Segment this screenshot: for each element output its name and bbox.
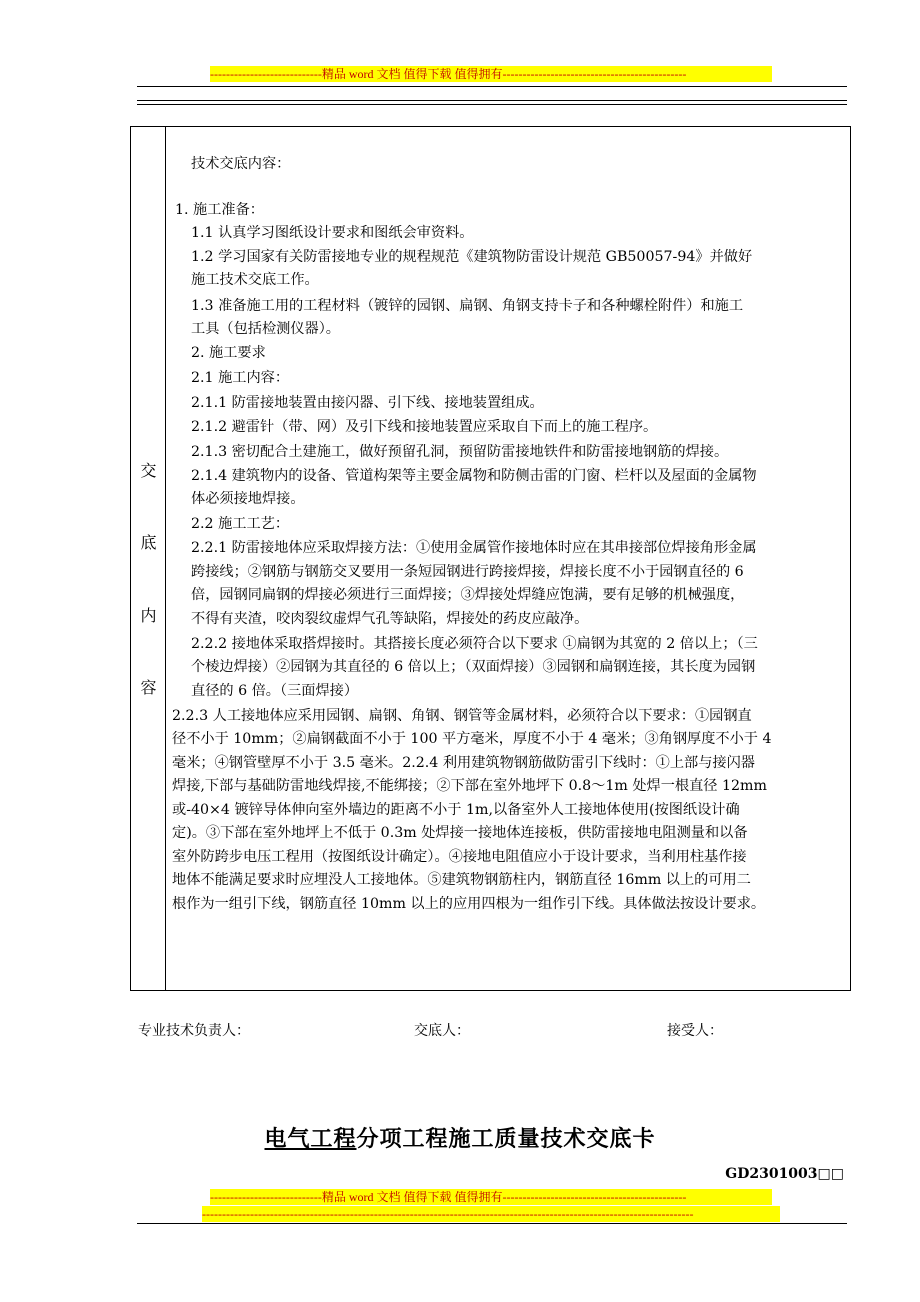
content-line: 2.2.2 接地体采取搭焊接时。其搭接长度必须符合以下要求 ①扁钢为其宽的 2 倍以上；（三: [191, 636, 758, 652]
content-line: 根作为一组引下线，钢筋直径 10mm 以上的应用四根为一组作引下线。具体做法按设计要求。: [172, 896, 766, 912]
content-line: 1.1 认真学习图纸设计要求和图纸会审资料。: [191, 225, 474, 241]
presenter-signature-label: 交底人：: [414, 1023, 470, 1039]
tech-lead-signature-label: 专业技术负责人：: [138, 1023, 250, 1039]
title-underlined-part: 电气工程: [264, 1127, 357, 1152]
content-line: 2.1 施工内容：: [191, 370, 290, 386]
content-line: 跨接线；②钢筋与钢筋交叉要用一条短园钢进行跨接焊接，焊接长度不小于园钢直径的 6: [191, 564, 744, 580]
footer-rule: [137, 1223, 847, 1224]
label-char: 内: [140, 606, 157, 625]
disclosure-table: [130, 126, 851, 991]
content-line: 直径的 6 倍。（三面焊接）: [191, 683, 359, 699]
content-line: 2.2.3 人工接地体应采用园钢、扁钢、角钢、钢管等金属材料，必须符合以下要求：①园钢直: [172, 708, 752, 724]
content-line: 焊接,下部与基础防雷地线焊接,不能绑接；②下部在室外地坪下 0.8～1m 处焊一根直径 12mm: [172, 778, 767, 794]
footer-banner: ----------------------------精品 word 文档 值得下载 值得拥有----------------------------------------------: [210, 1189, 772, 1205]
label-column: [131, 127, 166, 990]
content-line: 1.3 准备施工用的工程材料（镀锌的园钢、扁钢、角钢支持卡子和各种螺栓附件）和施工: [191, 298, 744, 314]
content-line: 毫米；④钢管壁厚不小于 3.5 毫米。2.2.4 利用建筑物钢筋做防雷引下线时：①上部与接闪器: [172, 755, 755, 771]
label-char: 交: [140, 461, 157, 480]
content-line: 径不小于 10mm；②扁钢截面不小于 100 平方毫米，厚度不小于 4 毫米；③角钢厚度不小于 4: [172, 731, 772, 747]
content-line: 室外防跨步电压工程用（按图纸设计确定）。④接地电阻值应小于设计要求，当利用柱基作接: [172, 849, 747, 865]
next-page-title: [0, 1122, 920, 1153]
title-rest: 分项工程施工质量技术交底卡: [356, 1127, 656, 1152]
content-line: 2.1.2 避雷针（带、网）及引下线和接地装置应采取自下而上的施工程序。: [191, 419, 658, 435]
header-double-rule-top: [137, 100, 847, 101]
content-line: 2.1.4 建筑物内的设备、管道构架等主要金属物和防侧击雷的门窗、栏杆以及屋面的金属物: [191, 468, 757, 484]
header-banner: ----------------------------精品 word 文档 值得下载 值得拥有----------------------------------------------: [210, 66, 772, 82]
content-line: 或-40×4 镀锌导体伸向室外墙边的距离不小于 1m,以备室外人工接地体使用(按图纸设计确: [172, 802, 740, 818]
receiver-signature-label: 接受人：: [667, 1023, 723, 1039]
content-line: 2. 施工要求: [191, 345, 266, 361]
content-line: 倍，园钢同扁钢的焊接必须进行三面焊接；③焊接处焊缝应饱满，要有足够的机械强度，: [191, 587, 745, 603]
content-line: 2.2 施工工艺：: [191, 516, 290, 532]
content-line: 定)。③下部在室外地坪上不低于 0.3m 处焊接一接地体连接板，供防雷接地电阻测量和以备: [172, 825, 748, 841]
content-line: 体必须接地焊接。: [191, 491, 305, 507]
content-heading: 技术交底内容：: [191, 156, 291, 172]
label-char: 底: [140, 533, 157, 552]
disclosure-content: [167, 127, 851, 990]
header-rule: [137, 86, 847, 87]
footer-dash-line: ---------------------------------------------------------------------------------------------------------------------------: [202, 1206, 780, 1222]
header-double-rule-bottom: [137, 104, 847, 105]
content-line: 施工技术交底工作。: [191, 272, 319, 288]
content-line: 个棱边焊接）②园钢为其直径的 6 倍以上；（双面焊接）③园钢和扁钢连接，其长度为园钢: [191, 659, 756, 675]
content-line: 工具（包括检测仪器）。: [191, 321, 340, 337]
content-line: 地体不能满足要求时应埋没人工接地体。⑤建筑物钢筋柱内，钢筋直径 16mm 以上的可用二: [172, 872, 751, 888]
content-line: 2.1.3 密切配合土建施工，做好预留孔洞，预留防雷接地铁件和防雷接地钢筋的焊接。: [191, 444, 729, 460]
content-line: 不得有夹渣，咬肉裂纹虚焊气孔等缺陷，焊接处的药皮应敲净。: [191, 611, 589, 627]
content-line: 1. 施工准备：: [175, 202, 264, 218]
document-code: GD2301003□□: [725, 1166, 844, 1182]
content-line: 2.2.1 防雷接地体应采取焊接方法：①使用金属管作接地体时应在其串接部位焊接角形金属: [191, 540, 757, 556]
content-line: 2.1.1 防雷接地装置由接闪器、引下线、接地装置组成。: [191, 395, 544, 411]
label-char: 容: [140, 678, 157, 697]
content-line: 1.2 学习国家有关防雷接地专业的规程规范《建筑物防雷设计规范 GB50057-94》并做好: [191, 249, 753, 265]
